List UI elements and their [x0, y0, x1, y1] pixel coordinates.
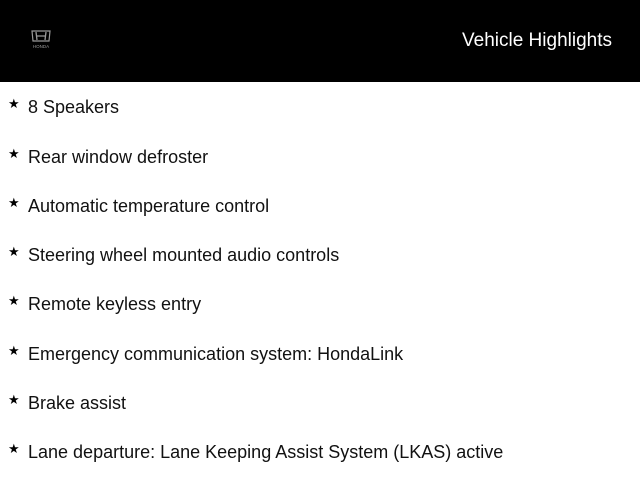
- star-icon: ★: [8, 196, 20, 211]
- highlight-label: Brake assist: [28, 393, 127, 413]
- highlight-label: Lane departure: Lane Keeping Assist System (LKAS) active: [28, 442, 504, 462]
- highlight-label: 8 Speakers: [28, 97, 120, 117]
- list-item: [0, 339, 640, 369]
- star-icon: ★: [8, 344, 20, 359]
- list-item: [0, 142, 640, 172]
- star-icon: ★: [8, 294, 20, 309]
- star-icon: ★: [8, 97, 20, 112]
- list-item: [0, 388, 640, 418]
- list-item: [0, 92, 640, 122]
- logo-wordmark: HONDA: [32, 44, 50, 49]
- star-icon: ★: [8, 147, 20, 162]
- star-icon: ★: [8, 245, 20, 260]
- highlight-label: Rear window defroster: [28, 147, 209, 167]
- star-icon: ★: [8, 442, 20, 457]
- highlight-label: Steering wheel mounted audio controls: [28, 245, 340, 265]
- list-item: [0, 289, 640, 319]
- honda-logo-icon: [27, 28, 55, 50]
- list-item: [0, 437, 640, 467]
- header-bar: [0, 0, 640, 82]
- star-icon: ★: [8, 393, 20, 408]
- highlight-label: Automatic temperature control: [28, 196, 270, 216]
- list-item: [0, 240, 640, 270]
- page-title: Vehicle Highlights: [462, 30, 612, 51]
- list-item: [0, 191, 640, 221]
- highlight-label: Emergency communication system: HondaLink: [28, 344, 404, 364]
- highlight-label: Remote keyless entry: [28, 294, 202, 314]
